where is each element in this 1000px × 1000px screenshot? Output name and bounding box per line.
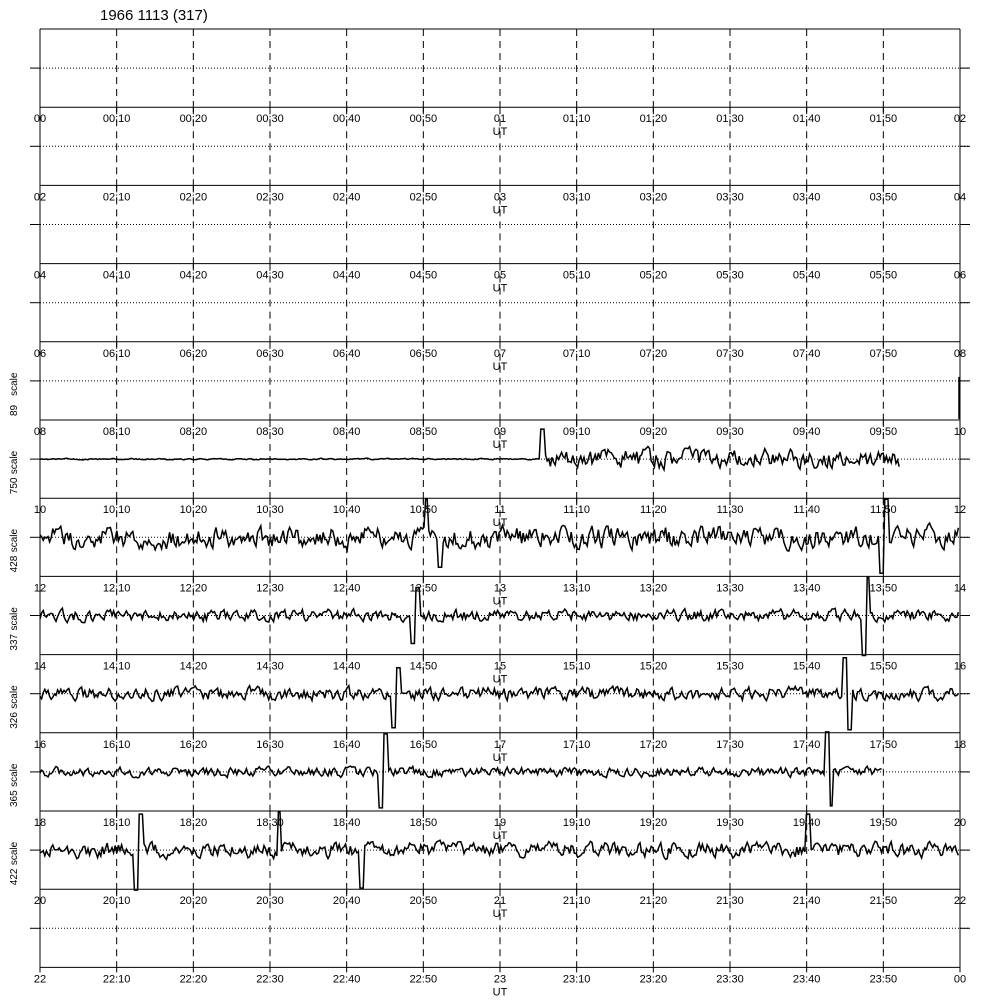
tick-label: 12:30 [256, 582, 284, 595]
tick-label: 17:20 [639, 738, 668, 751]
scale-value: 428 [9, 555, 20, 573]
tick-label: 20:20 [179, 895, 208, 908]
tick-label: 05:20 [639, 269, 668, 282]
tick-label: 14:10 [102, 660, 131, 673]
tick-label: 17 [493, 738, 507, 751]
tick-label: 22 [953, 895, 967, 908]
tick-label: 03:30 [716, 191, 744, 204]
tick-label: 05:50 [869, 269, 898, 282]
tick-label: 18 [953, 738, 967, 751]
tick-label: 18 [33, 817, 47, 829]
tick-label: 20:50 [409, 895, 438, 908]
tick-label: 20 [953, 817, 967, 829]
tick-label: 20 [33, 895, 47, 908]
tick-label: 06:50 [409, 347, 438, 360]
tick-label: 09:10 [562, 426, 591, 438]
scale-value: 326 [9, 712, 20, 729]
tick-label: 11:20 [639, 504, 667, 517]
tick-label: 04:30 [256, 269, 284, 282]
x-axis-label: UT [492, 282, 508, 295]
tick-label: 11:10 [563, 504, 591, 517]
tick-label: 12 [953, 504, 967, 517]
tick-label: 16 [33, 738, 47, 751]
tick-label: 19 [493, 817, 507, 829]
tick-label: 08 [33, 426, 47, 438]
tick-label: 10:40 [332, 504, 361, 517]
tick-label: 06 [33, 347, 47, 360]
x-axis-label: UT [492, 908, 508, 921]
tick-label: 19:20 [639, 817, 668, 829]
tick-label: 06:40 [332, 347, 361, 360]
scale-value: 750 [9, 477, 20, 495]
tick-label: 06:20 [179, 347, 208, 360]
tick-label: 23:50 [869, 973, 898, 986]
tick-label: 13:10 [562, 582, 591, 595]
tick-label: 07:40 [792, 347, 821, 360]
tick-label: 10 [953, 426, 967, 438]
tick-label: 22:40 [332, 973, 361, 986]
tick-label: 09:40 [792, 426, 821, 438]
tick-label: 14 [33, 660, 47, 673]
tick-label: 12:40 [332, 582, 361, 595]
tick-label: 23:20 [639, 973, 668, 986]
tick-label: 23:40 [792, 973, 821, 986]
scale-value: 337 [9, 633, 20, 651]
tick-label: 10 [33, 504, 47, 517]
scale-label: scale [9, 763, 20, 787]
x-axis-label: UT [492, 126, 508, 139]
tick-label: 04:40 [332, 269, 361, 282]
x-axis-label: UT [492, 751, 508, 764]
tick-label: 00:10 [102, 113, 131, 126]
scale-value: 89 [9, 404, 20, 416]
tick-label: 01:50 [869, 113, 898, 126]
tick-label: 06:10 [102, 347, 131, 360]
tick-label: 03:20 [639, 191, 668, 204]
x-axis-label: UT [492, 517, 508, 530]
tick-label: 00 [33, 113, 47, 126]
tick-label: 09:20 [639, 426, 668, 438]
tick-label: 02:50 [409, 191, 438, 204]
tick-label: 22 [33, 973, 47, 986]
tick-label: 18:20 [179, 817, 208, 829]
scale-value: 422 [9, 868, 20, 886]
tick-label: 19:30 [716, 817, 744, 829]
tick-label: 16:10 [102, 738, 131, 751]
x-axis-label: UT [492, 673, 508, 686]
tick-label: 03:50 [869, 191, 898, 204]
tick-label: 01:20 [639, 113, 668, 126]
tick-label: 14 [953, 582, 967, 595]
tick-label: 16:30 [256, 738, 284, 751]
tick-label: 04 [33, 269, 47, 282]
tick-label: 15:10 [562, 660, 591, 673]
tick-label: 09:30 [716, 426, 744, 438]
x-axis-label: UT [492, 830, 508, 842]
tick-label: 00:40 [332, 113, 361, 126]
tick-label: 15:50 [869, 660, 898, 673]
tick-label: 22:10 [102, 973, 131, 986]
tick-label: 04 [953, 191, 967, 204]
tick-label: 06 [953, 269, 967, 282]
tick-label: 22:30 [256, 973, 284, 986]
tick-label: 19:40 [792, 817, 821, 829]
tick-label: 15:20 [639, 660, 668, 673]
x-axis-label: UT [492, 360, 508, 373]
tick-label: 21:10 [562, 895, 591, 908]
tick-label: 17:30 [716, 738, 744, 751]
tick-label: 09 [493, 426, 507, 438]
tick-label: 14:50 [409, 660, 438, 673]
scale-label: scale [9, 450, 20, 475]
tick-label: 07:30 [716, 347, 744, 360]
tick-label: 16:40 [332, 738, 361, 751]
tick-label: 16 [953, 660, 967, 673]
tick-label: 21:20 [639, 895, 668, 908]
tick-label: 14:30 [256, 660, 284, 673]
tick-label: 02 [953, 113, 967, 126]
tick-label: 12 [33, 582, 47, 595]
tick-label: 15 [493, 660, 507, 673]
tick-label: 02:40 [332, 191, 361, 204]
tick-label: 18:10 [102, 817, 131, 829]
tick-label: 04:20 [179, 269, 208, 282]
tick-label: 16:50 [409, 738, 438, 751]
scale-label: scale [9, 372, 20, 396]
tick-label: 18:50 [409, 817, 438, 829]
tick-label: 05:30 [716, 269, 744, 282]
tick-label: 05:10 [562, 269, 591, 282]
tick-label: 08:50 [409, 426, 438, 438]
tick-label: 10:30 [256, 504, 284, 517]
tick-label: 19:50 [869, 817, 898, 829]
tick-label: 03:40 [792, 191, 821, 204]
tick-label: 14:40 [332, 660, 361, 673]
tick-label: 20:10 [102, 895, 131, 908]
tick-label: 08:10 [102, 426, 131, 438]
tick-label: 17:50 [869, 738, 898, 751]
tick-label: 10:20 [179, 504, 208, 517]
tick-label: 13:50 [869, 582, 898, 595]
tick-label: 00:50 [409, 113, 438, 126]
tick-label: 09:50 [869, 426, 898, 438]
tick-label: 16:20 [179, 738, 208, 751]
tick-label: 13:30 [716, 582, 744, 595]
scale-label: scale [9, 607, 20, 631]
tick-label: 17:10 [562, 738, 591, 751]
tick-label: 05 [493, 269, 507, 282]
tick-label: 00:30 [256, 113, 284, 126]
tick-label: 11:30 [716, 504, 744, 517]
tick-label: 21 [493, 895, 507, 908]
x-axis-label: UT [492, 986, 508, 999]
tick-label: 00:20 [179, 113, 208, 126]
tick-label: 07:10 [562, 347, 591, 360]
tick-label: 12:10 [102, 582, 131, 595]
tick-label: 08:30 [256, 426, 284, 438]
tick-label: 22:50 [409, 973, 438, 986]
tick-label: 11:50 [869, 504, 897, 517]
tick-label: 01:40 [792, 113, 821, 126]
tick-label: 21:30 [716, 895, 744, 908]
tick-label: 13 [493, 582, 507, 595]
tick-label: 04:10 [102, 269, 131, 282]
tick-label: 08:20 [179, 426, 208, 438]
tick-label: 17:40 [792, 738, 821, 751]
tick-label: 02:10 [102, 191, 131, 204]
tick-label: 00 [953, 973, 967, 986]
tick-label: 07:20 [639, 347, 668, 360]
tick-label: 21:50 [869, 895, 898, 908]
tick-label: 14:20 [179, 660, 208, 673]
tick-label: 11:40 [793, 504, 821, 517]
x-axis-label: UT [492, 439, 508, 451]
chart-title: 1966 1113 (317) [100, 7, 208, 24]
tick-label: 08 [953, 347, 967, 360]
x-axis-label: UT [492, 204, 508, 217]
scale-label: scale [9, 841, 20, 866]
tick-label: 18:40 [332, 817, 361, 829]
tick-label: 03:10 [562, 191, 591, 204]
tick-label: 01:10 [562, 113, 591, 126]
tick-label: 12:20 [179, 582, 208, 595]
tick-label: 12:50 [409, 582, 438, 595]
tick-label: 01 [493, 113, 507, 126]
tick-label: 01:30 [716, 113, 744, 126]
tick-label: 21:40 [792, 895, 821, 908]
tick-label: 22:20 [179, 973, 208, 986]
scale-value: 365 [9, 790, 20, 807]
scale-label: scale [9, 528, 20, 553]
tick-label: 19:10 [562, 817, 591, 829]
tick-label: 18:30 [256, 817, 284, 829]
tick-label: 15:30 [716, 660, 744, 673]
tick-label: 20:40 [332, 895, 361, 908]
tick-label: 02 [33, 191, 47, 204]
tick-label: 10:50 [409, 504, 438, 517]
tick-label: 06:30 [256, 347, 284, 360]
tick-label: 02:20 [179, 191, 208, 204]
tick-label: 04:50 [409, 269, 438, 282]
tick-label: 02:30 [256, 191, 284, 204]
tick-label: 05:40 [792, 269, 821, 282]
tick-label: 13:20 [639, 582, 668, 595]
x-axis-label: UT [492, 595, 508, 608]
tick-label: 23:10 [562, 973, 591, 986]
tick-label: 20:30 [256, 895, 284, 908]
tick-label: 13:40 [792, 582, 821, 595]
tick-label: 11 [494, 504, 506, 517]
tick-label: 23:30 [716, 973, 744, 986]
scale-label: scale [9, 685, 20, 709]
tick-label: 07:50 [869, 347, 898, 360]
tick-label: 03 [493, 191, 507, 204]
tick-label: 10:10 [102, 504, 131, 517]
tick-label: 23 [493, 973, 507, 986]
tick-label: 07 [493, 347, 507, 360]
tick-label: 08:40 [332, 426, 361, 438]
tick-label: 15:40 [792, 660, 821, 673]
